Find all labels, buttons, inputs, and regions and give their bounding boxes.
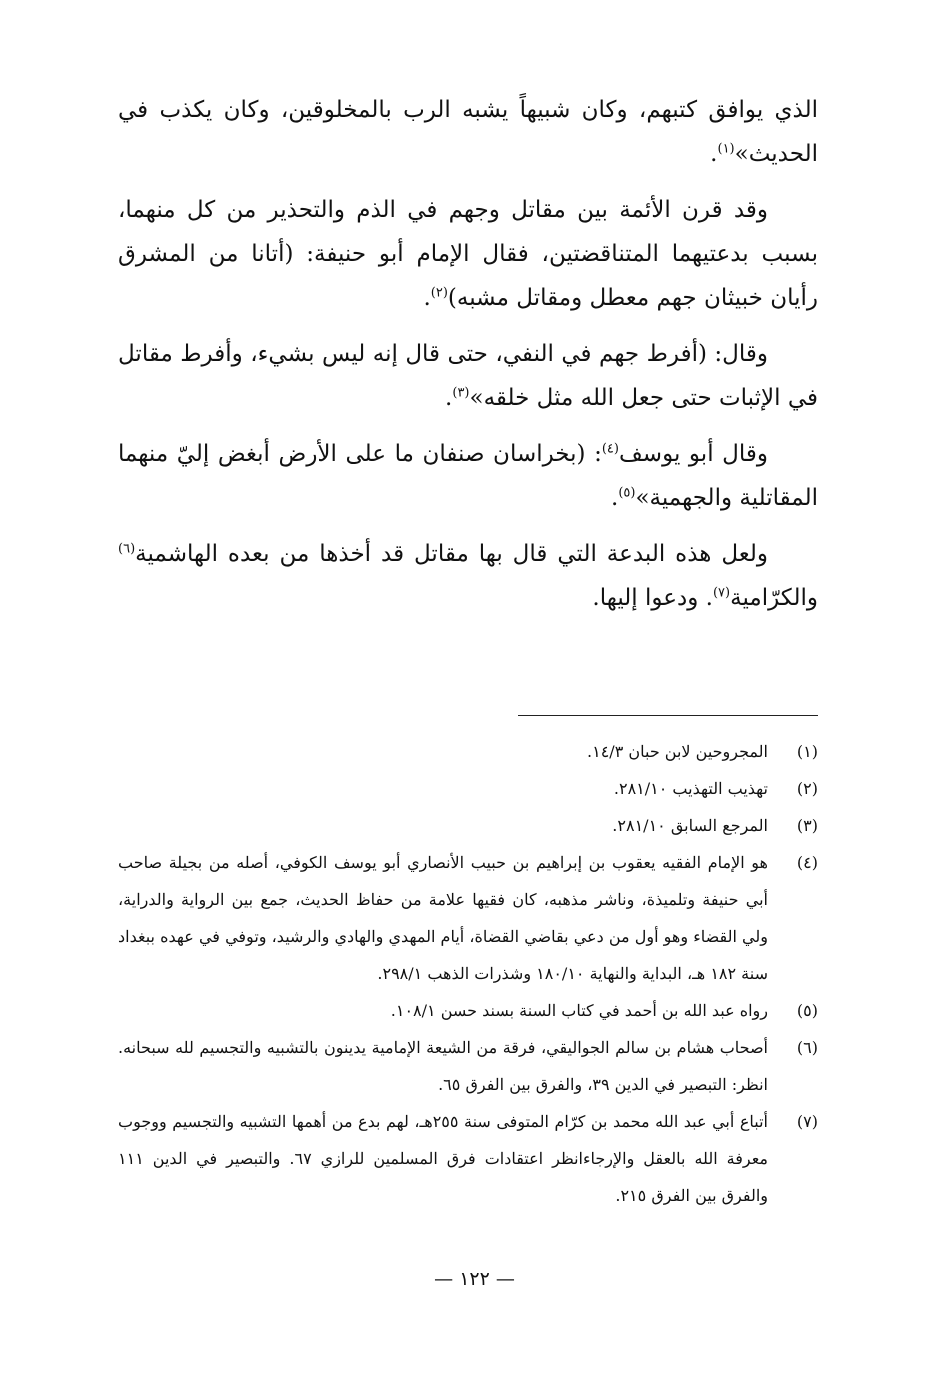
footnote-text: المجروحين لابن حبان ١٤/٣.: [587, 742, 768, 761]
page-number: — ١٢٢ —: [434, 1268, 515, 1290]
paragraph-text: وقد قرن الأئمة بين مقاتل وجهم في الذم والتحذير من كل منهما، بسبب بدعتيهما المتناقضتين، فقال الإمام أبو حنيفة: (أتانا من المشرق رأيان خبيثان جهم معطل ومقاتل مشبه): [118, 197, 818, 311]
footnote-number: (٣): [796, 816, 818, 835]
paragraph-text-b: : (بخراسان صنفان ما على الأرض أبغض إليّ منهما المقاتلية والجهمية»: [118, 441, 818, 511]
footnote-ref-1: (١): [717, 141, 735, 157]
body-paragraph-4: [118, 432, 818, 520]
footnote-2: [118, 770, 818, 807]
paragraph-tail: . ودعوا إليها.: [592, 585, 713, 611]
footnote-1: [118, 733, 818, 770]
body-paragraph-1: [118, 88, 818, 176]
paragraph-text: وقال: (أفرط جهم في النفي، حتى قال إنه ليس بشيء، وأفرط مقاتل في الإثبات حتى جعل الله مثل خلقه»: [118, 341, 818, 411]
paragraph-tail: .: [611, 485, 619, 511]
footnote-3: [118, 807, 818, 844]
footnote-7: [118, 1103, 818, 1214]
footnotes: [118, 733, 818, 1214]
footnote-ref-3: (٣): [452, 385, 470, 401]
footnote-number: (٥): [796, 1001, 818, 1020]
footnote-ref-6: (٦): [118, 541, 136, 557]
footnote-number: (١): [796, 742, 818, 761]
paragraph-text: الذي يوافق كتبهم، وكان شبيهاً يشبه الرب بالمخلوقين، وكان يكذب في الحديث»: [118, 97, 818, 167]
body-paragraph-2: [118, 188, 818, 320]
paragraph-tail: .: [445, 385, 453, 411]
paragraph-text-a: ولعل هذه البدعة التي قال بها مقاتل قد أخذها من بعده الهاشمية: [135, 541, 768, 567]
footnote-number: (٦): [796, 1038, 818, 1057]
body-paragraph-5: [118, 532, 818, 620]
footnote-number: (٤): [796, 853, 818, 872]
footnote-ref-5: (٥): [618, 485, 636, 501]
footnote-number: (٢): [796, 779, 818, 798]
footnote-text: تهذيب التهذيب ٢٨١/١٠.: [613, 779, 768, 798]
footnote-4: [118, 844, 818, 992]
footnote-divider: [518, 715, 818, 716]
footnote-text: رواه عبد الله بن أحمد في كتاب السنة بسند حسن ١٠٨/١.: [390, 1001, 768, 1020]
footnote-ref-4: (٤): [601, 441, 619, 457]
footnote-text: أصحاب هشام بن سالم الجواليقي، فرقة من الشيعة الإمامية يدينون بالتشبيه والتجسيم لله سبحانه. انظر: التبصير في الدين ٣٩، والفرق بين الفرق ٦٥.: [118, 1038, 768, 1094]
footnote-ref-2: (٢): [430, 285, 448, 301]
footnote-text: أتباع أبي عبد الله محمد بن كرّام المتوفى سنة ٢٥٥هـ، لهم بدع من أهمها التشبيه والتجسيم ووجوب معرفة الله بالعقل والإرجاءانظر اعتقادات فرق المسلمين للرازي ٦٧. والتبصير في الدين ١١١ والفرق بين الفرق ٢١٥.: [118, 1112, 768, 1205]
paragraph-tail: .: [710, 141, 718, 167]
paragraph-text-a: وقال أبو يوسف: [618, 441, 768, 467]
footnote-6: [118, 1029, 818, 1103]
paragraph-text-b: والكرّامية: [730, 585, 818, 611]
page-content: [118, 88, 818, 1205]
paragraph-tail: .: [423, 285, 431, 311]
footnote-number: (٧): [796, 1112, 818, 1131]
footnote-ref-7: (٧): [712, 585, 731, 601]
body-paragraph-3: [118, 332, 818, 420]
footnote-5: [118, 992, 818, 1029]
footnote-text: المرجع السابق ٢٨١/١٠.: [612, 816, 768, 835]
footnote-text: هو الإمام الفقيه يعقوب بن إبراهيم بن حبيب الأنصاري أبو يوسف الكوفي، أصله من بجيلة صاحب أبي حنيفة وتلميذة، وناشر مذهبه، كان فقيها علامة من حفاظ الحديث، جمع بين الرواية والدراية، ولي القضاء وهو أول من دعي بقاضي القضاة، أيام المهدي والهادي والرشيد، وتوفي في عهده ببغداد سنة ١٨٢ هـ، البداية والنهاية ١٨٠/١٠ وشذرات الذهب ٢٩٨/١.: [118, 853, 768, 983]
